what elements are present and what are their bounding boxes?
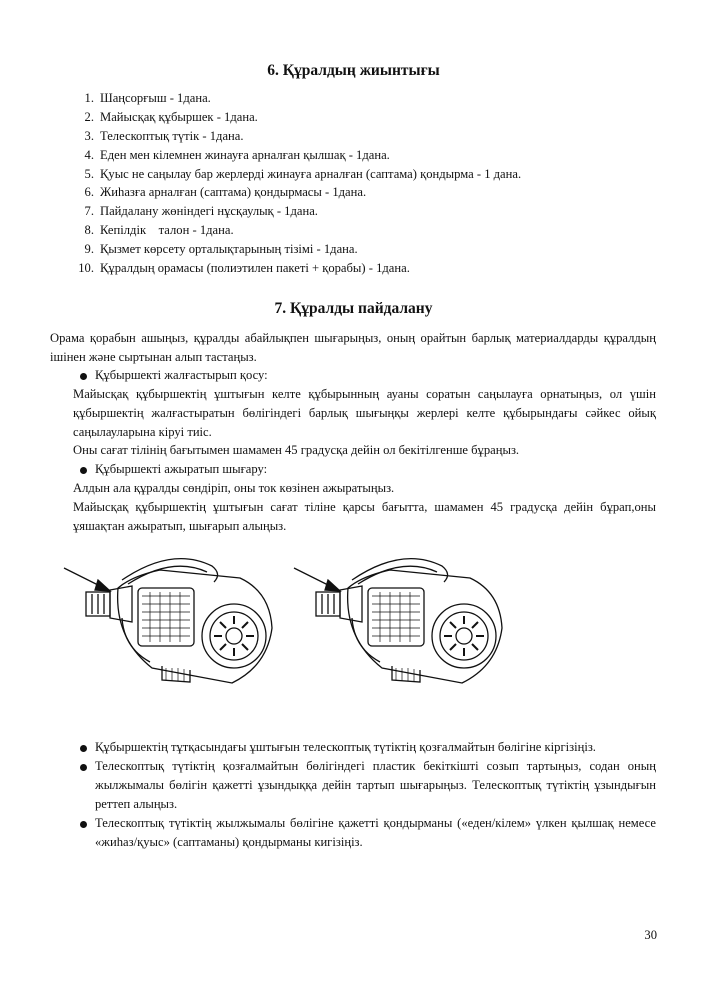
bullet-icon (80, 467, 87, 474)
body-edge (122, 618, 150, 662)
list-text: Жиhазға арналған (саптама) қондырмасы - 1дана. (100, 185, 367, 200)
arrow-head (325, 580, 340, 591)
list-text: Қуыс не саңылау бар жерлерді жинауға арналған (саптама) қондырма - 1 дана. (100, 166, 522, 181)
body-edge (352, 618, 380, 662)
list-text: Қызмет көрсету орталықтарының тізімі - 1дана. (100, 242, 358, 257)
list-text: Еден мен кілемнен жинауға арналған қылшақ - 1дана. (100, 147, 390, 162)
list-text: Пайдалану жөніндегі нұсқаулық - 1дана. (100, 204, 318, 219)
wheel-outer (202, 604, 266, 668)
step-insert-handle: Құбыршектің тұтқасындағы ұштығын телескоптық түтіктің қозғалмайтын бөлігіне кіргізіңіз. (95, 740, 596, 754)
list-number: 10. (78, 261, 94, 276)
vacuum-hose-rotate-illustration (292, 548, 512, 706)
section-6-title: 6. Құралдың жиынтығы (267, 62, 440, 79)
list-number: 2. (84, 109, 94, 124)
list-item (72, 127, 521, 146)
vacuum-body (118, 570, 272, 683)
list-item (72, 183, 521, 202)
list-item (72, 165, 521, 184)
list-item (72, 108, 521, 127)
connect-paragraph: Майысқақ құбыршектің ұштығын келте құбырынның ауаны соратын саңылауға орнатыңыз, ол үшін құбыршектің жалғастыратын бөлігіндегі барлық шығыңқы жерлері келте құбырындағы сәйкес ойық саңылауларына кіруі тиіс. (73, 387, 656, 439)
vacuum-hose-connect-illustration (62, 548, 282, 706)
step-extend-tube: Телескоптық түтіктің қозғалмайтын бөлігіндегі пластик бекіткішті созып тартыңыз, содан оның жылжымалы бөлігін қажетті ұзындыққа дейін тартып шығарыңыз. Телескоптық түтіктің ұзындығын реттеп алыңыз. (95, 759, 656, 811)
disconnect-unplug-text: Алдын ала құралды сөндіріп, оны ток көзінен ажыратыңыз. (73, 481, 395, 495)
list-number: 6. (84, 185, 94, 200)
bullet-icon (80, 821, 87, 828)
page-number: 30 (644, 928, 657, 942)
wheel-hub (226, 628, 242, 644)
list-text: Телескоптық түтік - 1дана. (100, 128, 244, 143)
list-item (72, 202, 521, 221)
list-item (72, 240, 521, 259)
bullet-icon (80, 745, 87, 752)
bullet-icon (80, 764, 87, 771)
list-text: Құралдың орамасы (полиэтилен пакеті + қорабы) - 1дана. (100, 261, 410, 276)
list-item (72, 221, 521, 240)
list-item (72, 259, 521, 278)
list-number: 3. (84, 128, 94, 143)
hose-connector (340, 586, 362, 622)
list-number: 1. (84, 91, 94, 105)
list-item (72, 89, 521, 108)
list-number: 9. (84, 242, 94, 257)
list-item (72, 146, 521, 165)
wheel-outer (432, 604, 496, 668)
list-text: Майысқақ құбыршек - 1дана. (100, 109, 258, 124)
vacuum-body (348, 570, 502, 683)
disconnect-paragraph: Майысқақ құбыршектің ұштығын сағат тіліне қарсы бағытта, шамамен 45 градусқа дейін бұрап,оны ұяшақтан ажыратып, шығарып алыңыз. (73, 500, 656, 533)
connect-rotate-text: Оны сағат тілінің бағытымен шамамен 45 градусқа дейін ол бекітілгенше бұраңыз. (73, 443, 520, 457)
step-attach-nozzle: Телескоптық түтіктің жылжымалы бөлігіне қажетті қондырманы («еден/кілем» үлкен қылшақ немесе «жиhаз/қуыс» (саптаманы) қондырманы кигізіңіз. (95, 816, 656, 849)
list-text: Кепілдік талон - 1дана. (100, 223, 234, 238)
hose-connector (110, 586, 132, 622)
filter-cup (138, 588, 194, 646)
arrow-head (95, 580, 110, 591)
package-contents-list (72, 89, 521, 278)
connect-heading: Құбыршекті жалғастырып қосу: (95, 368, 268, 382)
filter-cup (368, 588, 424, 646)
list-number: 7. (84, 204, 94, 219)
list-number: 8. (84, 223, 94, 238)
disconnect-heading: Құбыршекті ажыратып шығару: (95, 462, 268, 476)
intro-paragraph: Орама қорабын ашыңыз, құралды абайлықпен шығарыңыз, оның орайтын барлық материалдарды құралдың ішінен және сыртынан алып тастаңыз. (50, 331, 656, 364)
section-7-title: 7. Құралды пайдалану (274, 300, 433, 317)
list-number: 4. (84, 147, 94, 162)
list-number: 5. (84, 166, 94, 181)
list-text: Шаңсорғыш - 1дана. (100, 91, 211, 105)
wheel-hub (456, 628, 472, 644)
bullet-icon (80, 373, 87, 380)
